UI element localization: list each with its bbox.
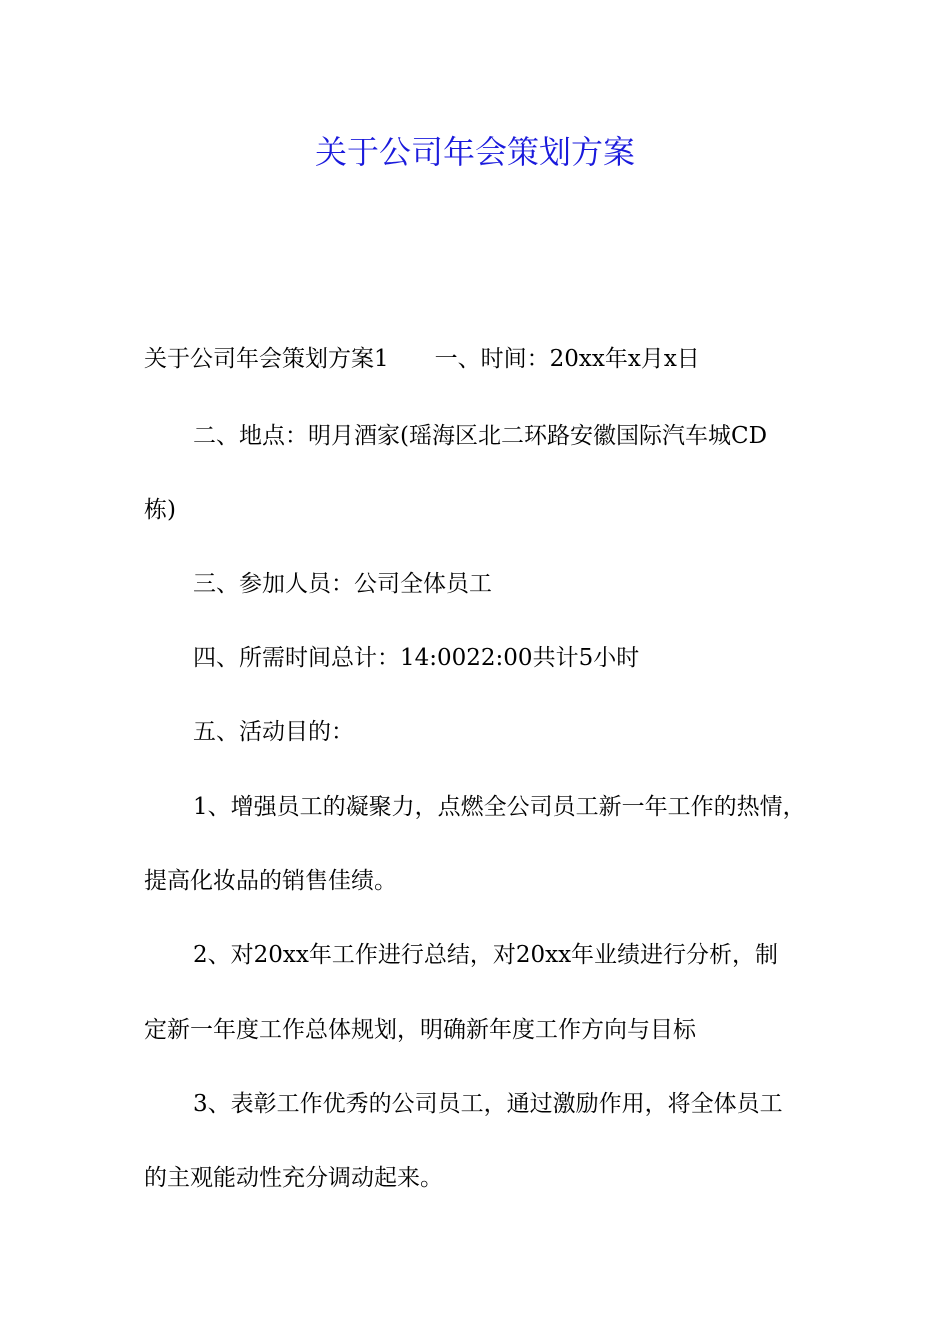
paragraph-line: 3、表彰工作优秀的公司员工，通过激励作用，将全体员工 bbox=[193, 1091, 783, 1117]
paragraph-line: 关于公司年会策划方案1 一、时间：20xx年x月x日 bbox=[144, 346, 700, 372]
paragraph-line: 二、地点：明月酒家(瑶海区北二环路安徽国际汽车城CD bbox=[193, 423, 768, 449]
paragraph-line: 定新一年度工作总体规划，明确新年度工作方向与目标 bbox=[144, 1017, 696, 1043]
paragraph-line: 四、所需时间总计：14:0022:00共计5小时 bbox=[193, 645, 640, 671]
paragraph-line: 栋) bbox=[144, 497, 176, 523]
paragraph-line: 的主观能动性充分调动起来。 bbox=[144, 1165, 443, 1191]
paragraph-line: 1、增强员工的凝聚力，点燃全公司员工新一年工作的热情， bbox=[193, 794, 806, 820]
document-title: 关于公司年会策划方案 bbox=[314, 133, 635, 171]
paragraph-line: 提高化妆品的销售佳绩。 bbox=[144, 868, 397, 894]
paragraph-line: 三、参加人员：公司全体员工 bbox=[193, 571, 492, 597]
paragraph-line: 2、对20xx年工作进行总结，对20xx年业绩进行分析，制 bbox=[193, 942, 779, 968]
paragraph-line: 五、活动目的： bbox=[193, 719, 354, 745]
